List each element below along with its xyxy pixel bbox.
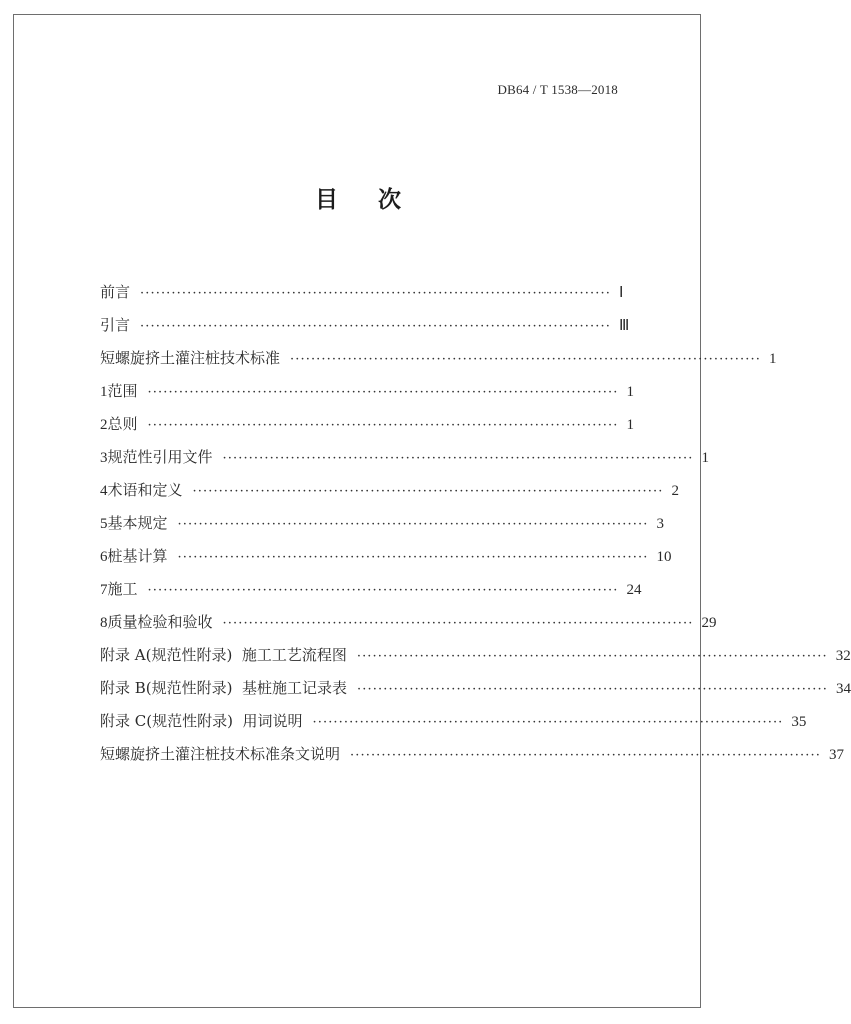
toc-label: 基本规定: [107, 514, 168, 532]
toc-label: 引言: [100, 316, 131, 334]
toc-page-number: Ⅰ: [618, 285, 624, 301]
toc-entry-section-2[interactable]: [100, 413, 634, 446]
toc-label: 术语和定义: [107, 481, 183, 499]
toc-entry-section-4[interactable]: [100, 479, 679, 512]
toc-page-number: 1: [701, 450, 709, 466]
toc-label: 附录 A(规范性附录) 施工工艺流程图: [100, 646, 347, 664]
toc-entry-introduction[interactable]: [100, 314, 630, 347]
toc-page-number: 10: [656, 549, 672, 565]
toc-entry-appendix-a[interactable]: [100, 644, 851, 677]
toc-entry-section-1[interactable]: [100, 380, 634, 413]
toc-entry-section-5[interactable]: [100, 512, 664, 545]
page-title: 目 次: [314, 187, 417, 213]
toc-page-number: 24: [626, 582, 642, 598]
toc-entry-appendix-b[interactable]: [100, 677, 851, 710]
toc-label: 施工: [107, 580, 138, 598]
toc-section-number: 3: [100, 450, 108, 466]
table-of-contents: [100, 281, 851, 776]
toc-page-number: 32: [835, 648, 851, 664]
toc-section-number: 8: [100, 615, 108, 631]
toc-page-number: 1: [626, 384, 634, 400]
toc-label: 前言: [100, 283, 131, 301]
toc-label: 规范性引用文件: [107, 448, 213, 466]
toc-entry-section-8[interactable]: [100, 611, 717, 644]
toc-leader-dots: ··························································································: [140, 286, 611, 301]
toc-leader-dots: ··························································································: [177, 517, 649, 532]
toc-leader-dots: ··························································································: [356, 649, 828, 664]
toc-leader-dots: ··························································································: [350, 748, 821, 763]
toc-entry-section-3[interactable]: [100, 446, 709, 479]
document-code: DB64 / T 1538—2018: [497, 82, 618, 97]
toc-leader-dots: ··························································································: [147, 418, 619, 433]
toc-page-number: 1: [626, 417, 634, 433]
toc-page-number: 1: [768, 351, 777, 367]
toc-leader-dots: ··························································································: [357, 682, 828, 697]
toc-leader-dots: ··························································································: [222, 451, 694, 466]
toc-label: 总则: [107, 415, 138, 433]
toc-page-number: 3: [656, 516, 664, 532]
toc-leader-dots: ··························································································: [312, 715, 784, 730]
toc-label: 范围: [107, 382, 138, 400]
toc-leader-dots: ··························································································: [290, 352, 761, 367]
toc-page-number: 29: [701, 615, 717, 631]
toc-page-number: 37: [828, 747, 844, 763]
toc-entry-standard[interactable]: [100, 347, 777, 380]
toc-page-number: 35: [791, 714, 807, 730]
toc-label: 短螺旋挤土灌注桩技术标准条文说明: [100, 745, 341, 763]
toc-leader-dots: ··························································································: [140, 319, 611, 334]
toc-entry-appendix-c[interactable]: [100, 710, 807, 743]
toc-leader-dots: ··························································································: [147, 385, 619, 400]
toc-leader-dots: ··························································································: [147, 583, 619, 598]
toc-entry-section-6[interactable]: [100, 545, 672, 578]
toc-section-number: 7: [100, 582, 108, 598]
toc-label: 附录 C(规范性附录) 用词说明: [100, 712, 303, 730]
toc-page-number: Ⅲ: [618, 318, 630, 334]
toc-label: 附录 B(规范性附录) 基桩施工记录表: [100, 679, 348, 697]
toc-page-number: 2: [671, 483, 679, 499]
toc-section-number: 5: [100, 516, 108, 532]
toc-leader-dots: ··························································································: [222, 616, 694, 631]
toc-leader-dots: ··························································································: [192, 484, 664, 499]
toc-section-number: 6: [100, 549, 108, 565]
toc-entry-explanation[interactable]: [100, 743, 844, 776]
toc-label: 短螺旋挤土灌注桩技术标准: [100, 349, 281, 367]
toc-section-number: 1: [100, 384, 108, 400]
toc-entry-section-7[interactable]: [100, 578, 642, 611]
toc-page-number: 34: [835, 681, 851, 697]
toc-label: 质量检验和验收: [107, 613, 213, 631]
toc-section-number: 4: [100, 483, 108, 499]
toc-entry-foreword[interactable]: [100, 281, 624, 314]
toc-leader-dots: ··························································································: [177, 550, 649, 565]
toc-section-number: 2: [100, 417, 108, 433]
toc-label: 桩基计算: [107, 547, 168, 565]
